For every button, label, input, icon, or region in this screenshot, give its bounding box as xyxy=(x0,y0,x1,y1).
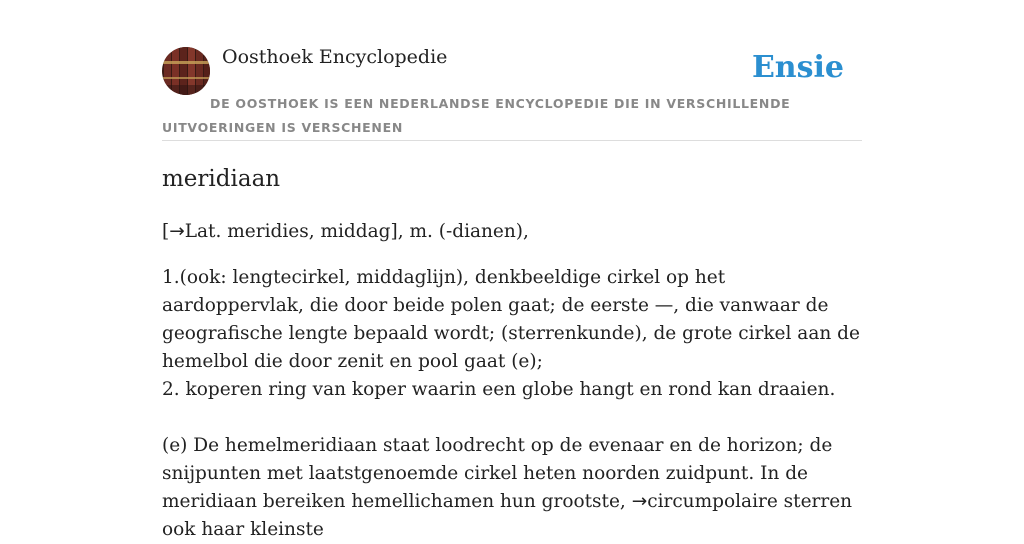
reference-arrow-icon[interactable]: → xyxy=(169,221,185,242)
etymology-text: Lat. meridies, middag], m. (-dianen), xyxy=(184,221,529,242)
brand-logo-link[interactable]: Ensie xyxy=(751,50,844,85)
reference-arrow-icon[interactable]: → xyxy=(631,491,648,512)
note-text-a: (e) De hemelmeridiaan staat loodrecht op de evenaar en de horizon; de snijpunten met laatstgenoemde cirkel heten noorden zuidpunt. In de meridiaan bereiken hemellichamen hun grootste, xyxy=(162,435,833,512)
explanatory-note xyxy=(162,432,862,544)
entry-title: meridiaan xyxy=(162,166,281,192)
etymology xyxy=(162,218,862,246)
site-header xyxy=(162,46,862,141)
definition-1: 1.(ook: lengtecirkel, middaglijn), denkbeeldige cirkel op het aardoppervlak, die door beide polen gaat; de eerste —, die vanwaar de geografische lengte bepaald wordt; (sterrenkunde), de grote cirkel aan de hemelbol die door zenit en pool gaat (e); xyxy=(162,267,860,372)
etymology-bracket: [ xyxy=(162,221,170,242)
page-container xyxy=(162,46,862,540)
site-title[interactable]: Oosthoek Encyclopedie xyxy=(222,46,448,68)
book-spines-icon[interactable] xyxy=(162,47,210,95)
definition-2: 2. koperen ring van koper waarin een globe hangt en rond kan draaien. xyxy=(162,379,836,400)
note-link-circumpolaire[interactable]: circumpolaire sterren ook haar kleinste xyxy=(162,491,853,540)
site-tagline: DE OOSTHOEK IS EEN NEDERLANDSE ENCYCLOPEDIE DIE IN VERSCHILLENDE UITVOERINGEN IS VERSCHENEN xyxy=(162,96,791,135)
definition-body xyxy=(162,264,862,544)
